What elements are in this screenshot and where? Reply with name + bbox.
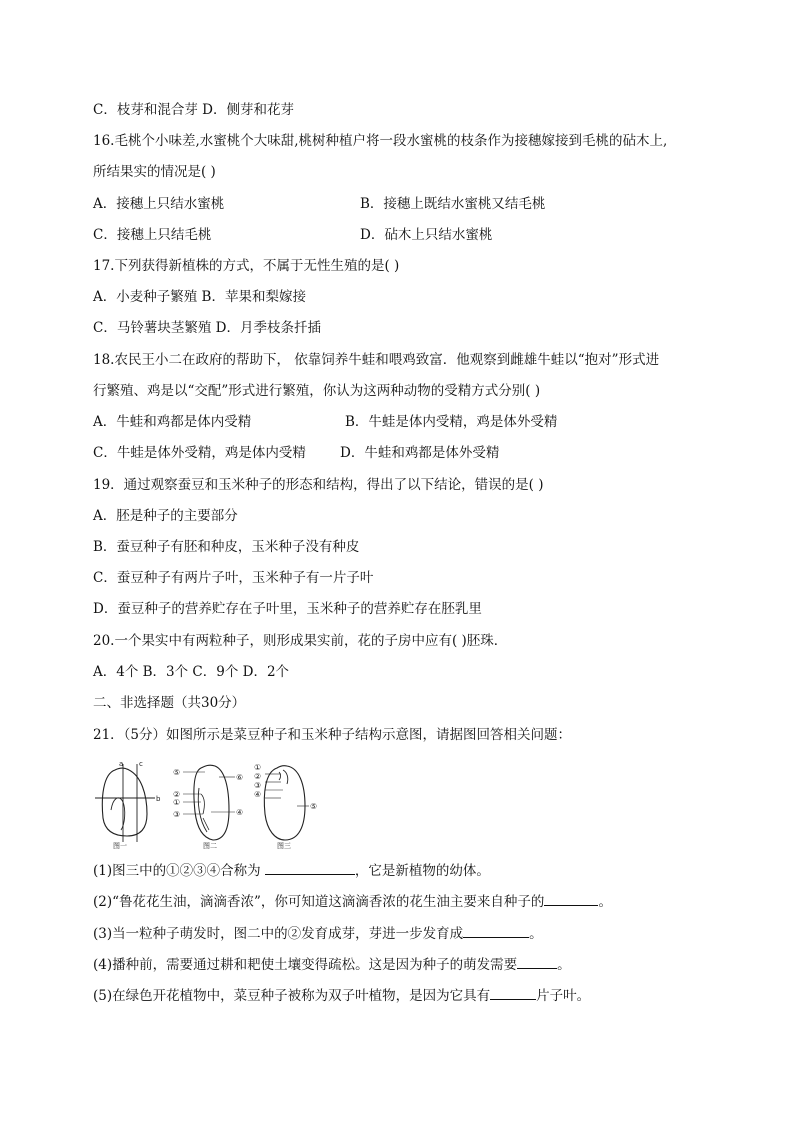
q18-option-b: B．牛蛙是体内受精，鸡是体外受精 <box>345 414 558 430</box>
fig1-label-b: b <box>156 795 161 803</box>
q17-options-ab: A．小麦种子繁殖 B．苹果和梨嫁接 <box>93 289 306 305</box>
fig3-label-4: ④ <box>254 790 262 799</box>
figure3-bean-seed <box>254 763 317 850</box>
seed-structure-figure <box>93 758 333 850</box>
q21-part2-suffix: 。 <box>598 894 612 910</box>
q21-part3-blank[interactable] <box>463 923 529 938</box>
fig2-label-3: ③ <box>173 810 181 819</box>
q16-option-b: B．接穗上既结水蜜桃又结毛桃 <box>360 196 546 212</box>
q17-options-cd: C．马铃薯块茎繁殖 D．月季枝条扦插 <box>93 320 321 336</box>
q21-part5 <box>93 985 590 1006</box>
q16-option-d: D．砧木上只结水蜜桃 <box>360 227 493 243</box>
q18-option-d: D．牛蛙和鸡都是体外受精 <box>340 445 500 461</box>
q21-part4-text: (4)播种前，需要通过耕和耙使土壤变得疏松。这是因为种子的萌发需要 <box>93 957 518 973</box>
fig3-label-1: ① <box>254 763 262 772</box>
q21-part4 <box>93 954 571 975</box>
q18-option-c: C．牛蛙是体外受精，鸡是体内受精 <box>93 445 306 461</box>
q21-part1 <box>93 860 490 881</box>
q21-part5-text: (5)在绿色开花植物中，菜豆种子被称为双子叶植物，是因为它具有 <box>93 988 491 1004</box>
q21-part3 <box>93 923 543 944</box>
fig2-label-4: ④ <box>236 808 244 817</box>
q21-part2 <box>93 891 612 912</box>
q19-option-c: C．蚕豆种子有两片子叶，玉米种子有一片子叶 <box>93 570 374 586</box>
fig2-caption: 图二 <box>203 842 217 850</box>
q21-part2-text: (2)“鲁花花生油，滴滴香浓”，你可知道这滴滴香浓的花生油主要来自种子的 <box>93 894 545 910</box>
q21-part1-suffix: ，它是新植物的幼体。 <box>354 863 490 879</box>
q19-option-d: D．蚕豆种子的营养贮存在子叶里，玉米种子的营养贮存在胚乳里 <box>93 601 482 617</box>
section-heading: 二、非选择题（共30分） <box>93 695 246 711</box>
q18-option-a: A．牛蛙和鸡都是体内受精 <box>93 414 252 430</box>
q16-option-a: A．接穗上只结水蜜桃 <box>93 196 225 212</box>
q18-stem-line1: 18.农民王小二在政府的帮助下， 依靠饲养牛蛙和喂鸡致富．他观察到雌雄牛蛙以“抱对”形式进 <box>93 352 660 368</box>
fig2-label-1: ① <box>173 798 181 807</box>
q19-option-b: B．蚕豆种子有胚和种皮，玉米种子没有种皮 <box>93 539 360 555</box>
fig2-label-5: ⑤ <box>173 768 181 777</box>
q21-part5-blank[interactable] <box>490 985 536 1000</box>
q16-stem-line1: 16.毛桃个小味差,水蜜桃个大味甜,桃树种植户将一段水蜜桃的枝条作为接穗嫁接到毛桃的砧木上, <box>93 133 668 149</box>
fig1-label-a: a <box>119 760 124 768</box>
figure2-corn-section <box>173 765 243 850</box>
q21-part4-blank[interactable] <box>517 954 557 969</box>
q18-stem-line2: 行繁殖、鸡是以“交配”形式进行繁殖，你认为这两种动物的受精方式分别( ) <box>93 383 541 399</box>
q21-part5-suffix: 片子叶。 <box>536 988 591 1004</box>
fig3-label-5: ⑤ <box>310 802 318 811</box>
q19-option-a: A．胚是种子的主要部分 <box>93 508 238 524</box>
figure1-corn-seed <box>95 760 161 850</box>
fig3-caption: 图三 <box>277 842 291 850</box>
q20-options: A．4个 B．3个 C．9个 D．2个 <box>93 664 290 680</box>
q21-part3-text: (3)当一粒种子萌发时，图二中的②发育成芽，芽进一步发育成 <box>93 926 464 942</box>
q15-options-cd: C．枝芽和混合芽 D．侧芽和花芽 <box>93 102 294 118</box>
q17-stem: 17.下列获得新植株的方式，不属于无性生殖的是( ) <box>93 258 400 274</box>
q20-stem: 20.一个果实中有两粒种子，则形成果实前，花的子房中应有( )胚珠． <box>93 633 508 649</box>
q21-part1-text: (1)图三中的①②③④合称为 <box>93 863 265 879</box>
fig3-label-2: ② <box>254 772 262 781</box>
fig2-label-6: ⑥ <box>236 773 244 782</box>
seed-diagram <box>93 758 333 850</box>
q21-part3-suffix: 。 <box>529 926 543 942</box>
q21-stem: 21．（5分）如图所示是菜豆种子和玉米种子结构示意图，请据图回答相关问题： <box>93 727 572 743</box>
q21-part2-blank[interactable] <box>544 891 598 906</box>
q16-option-c: C．接穗上只结毛桃 <box>93 227 212 243</box>
fig1-label-c: c <box>139 760 143 768</box>
q21-part4-suffix: 。 <box>557 957 571 973</box>
fig3-label-3: ③ <box>254 781 262 790</box>
fig2-label-2: ② <box>173 790 181 799</box>
q16-stem-line2: 所结果实的情况是( ) <box>93 164 216 180</box>
q21-part1-blank[interactable] <box>265 860 355 875</box>
fig1-caption: 图一 <box>113 842 127 850</box>
q19-stem: 19．通过观察蚕豆和玉米种子的形态和结构，得出了以下结论，错误的是( ) <box>93 477 544 493</box>
